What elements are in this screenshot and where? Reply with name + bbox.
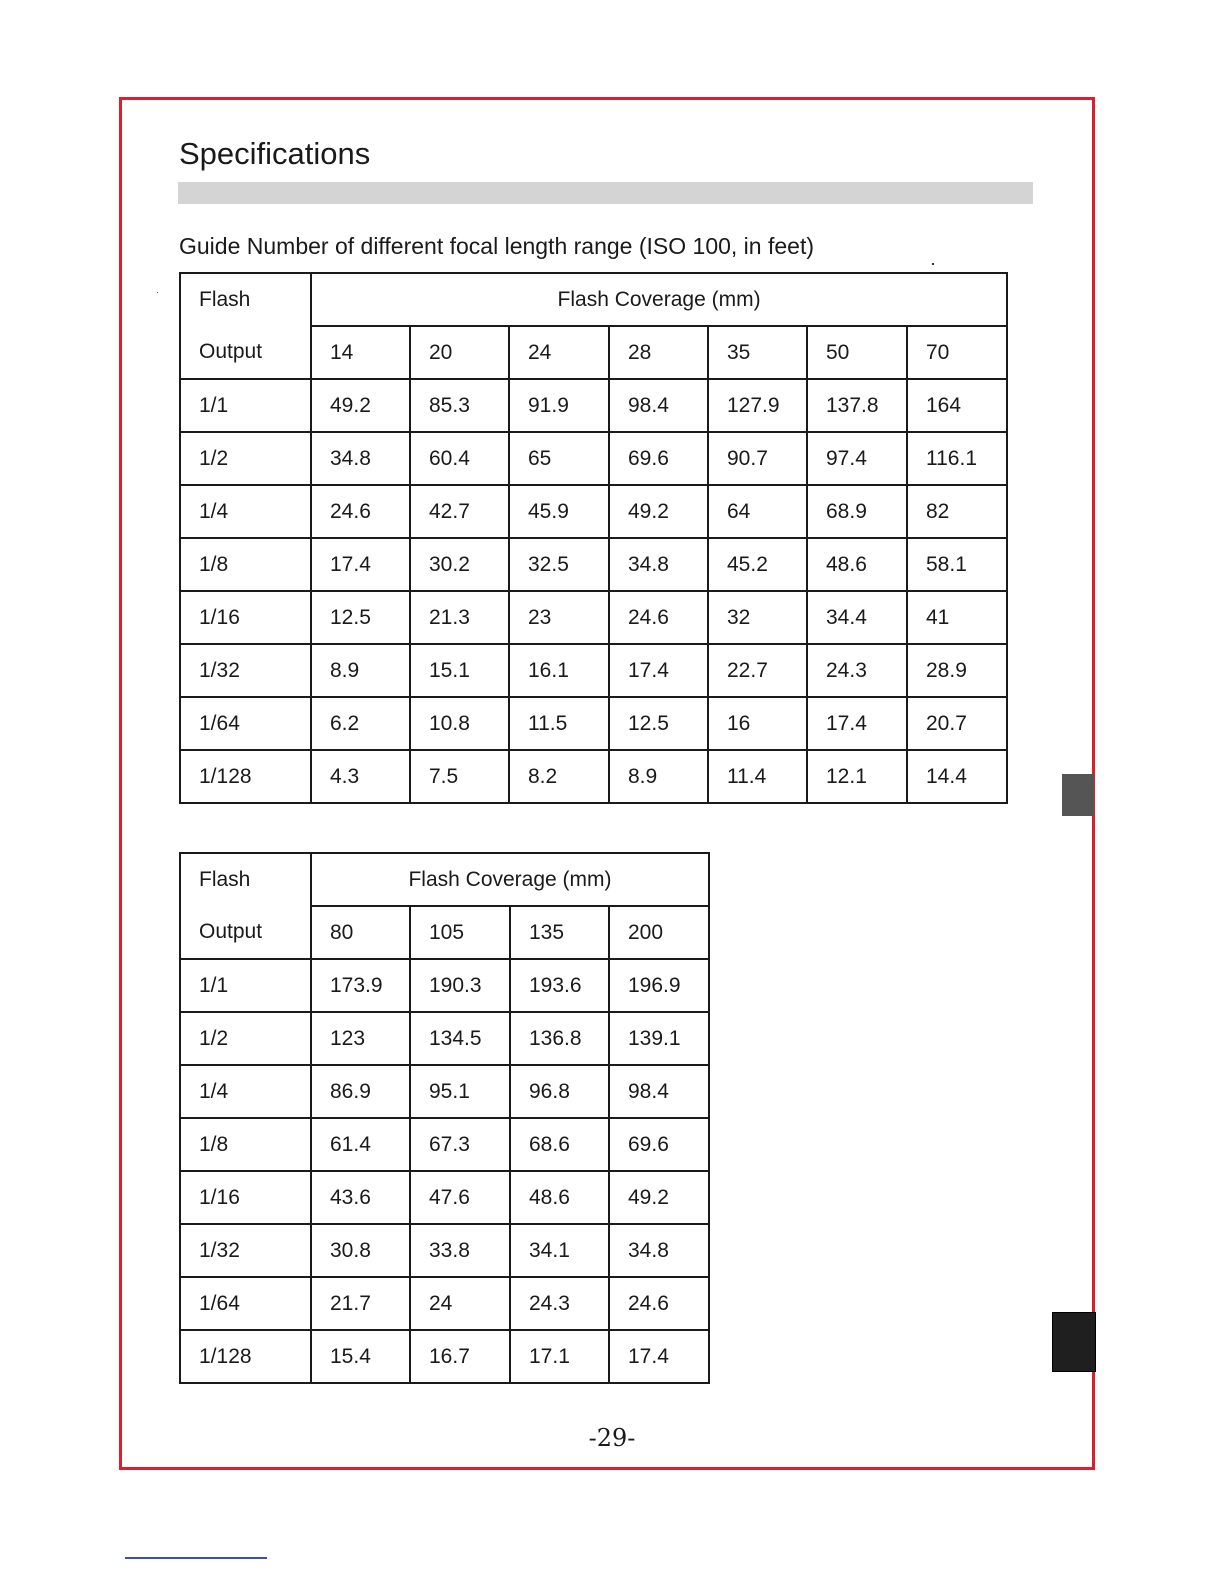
guide-number-cell: 12.1	[807, 750, 907, 803]
guide-number-cell: 69.6	[609, 432, 708, 485]
guide-number-cell: 24.6	[311, 485, 410, 538]
flash-output-cell: 1/64	[180, 1277, 311, 1330]
guide-number-cell: 49.2	[311, 379, 410, 432]
flash-output-cell: 1/32	[180, 1224, 311, 1277]
header-row	[180, 853, 709, 906]
flash-output-cell: 1/4	[180, 1065, 311, 1118]
guide-number-cell: 49.2	[609, 1171, 709, 1224]
flash-output-cell: 1/8	[180, 1118, 311, 1171]
guide-number-cell: 49.2	[609, 485, 708, 538]
guide-number-cell: 193.6	[510, 959, 609, 1012]
page-number: -29-	[588, 1424, 636, 1452]
guide-number-cell: 139.1	[609, 1012, 709, 1065]
section-thumb-tab-active	[1052, 1312, 1096, 1372]
guide-number-cell: 98.4	[609, 1065, 709, 1118]
guide-number-cell: 24.6	[609, 1277, 709, 1330]
flash-output-cell: 1/2	[180, 1012, 311, 1065]
guide-number-cell: 42.7	[410, 485, 509, 538]
guide-number-cell: 12.5	[609, 697, 708, 750]
guide-number-cell: 8.9	[311, 644, 410, 697]
table-row	[180, 1171, 709, 1224]
focal-length-header: 14	[311, 326, 410, 379]
header-row	[180, 906, 709, 959]
guide-number-cell: 24	[410, 1277, 510, 1330]
guide-number-cell: 95.1	[410, 1065, 510, 1118]
guide-number-cell: 190.3	[410, 959, 510, 1012]
guide-number-cell: 23	[509, 591, 609, 644]
guide-number-cell: 43.6	[311, 1171, 410, 1224]
guide-number-cell: 22.7	[708, 644, 807, 697]
focal-length-header: 24	[509, 326, 609, 379]
focal-length-header: 135	[510, 906, 609, 959]
guide-number-cell: 61.4	[311, 1118, 410, 1171]
guide-number-cell: 4.3	[311, 750, 410, 803]
guide-number-cell: 65	[509, 432, 609, 485]
guide-number-cell: 82	[907, 485, 1007, 538]
guide-number-cell: 68.6	[510, 1118, 609, 1171]
flash-output-cell: 1/32	[180, 644, 311, 697]
guide-number-cell: 45.9	[509, 485, 609, 538]
guide-number-cell: 67.3	[410, 1118, 510, 1171]
flash-output-cell: 1/16	[180, 591, 311, 644]
table-row	[180, 485, 1007, 538]
header-flash-label: Flash	[180, 853, 311, 906]
guide-number-cell: 34.8	[311, 432, 410, 485]
guide-number-cell: 16	[708, 697, 807, 750]
guide-number-cell: 11.4	[708, 750, 807, 803]
guide-number-cell: 15.1	[410, 644, 509, 697]
flash-output-cell: 1/1	[180, 959, 311, 1012]
header-output-label: Output	[180, 326, 311, 379]
flash-output-cell: 1/2	[180, 432, 311, 485]
flash-output-cell: 1/64	[180, 697, 311, 750]
flash-output-cell: 1/128	[180, 750, 311, 803]
guide-number-cell: 30.2	[410, 538, 509, 591]
guide-number-cell: 28.9	[907, 644, 1007, 697]
header-flash-coverage: Flash Coverage (mm)	[311, 273, 1007, 326]
guide-number-cell: 164	[907, 379, 1007, 432]
guide-number-cell: 11.5	[509, 697, 609, 750]
guide-number-cell: 34.8	[609, 538, 708, 591]
guide-number-cell: 7.5	[410, 750, 509, 803]
guide-number-cell: 21.7	[311, 1277, 410, 1330]
focal-length-header: 35	[708, 326, 807, 379]
page-title: Specifications	[179, 136, 371, 171]
guide-number-cell: 32	[708, 591, 807, 644]
guide-number-cell: 20.7	[907, 697, 1007, 750]
guide-number-cell: 127.9	[708, 379, 807, 432]
guide-number-cell: 8.2	[509, 750, 609, 803]
table-row	[180, 1065, 709, 1118]
guide-number-cell: 17.4	[609, 1330, 709, 1383]
guide-number-cell: 173.9	[311, 959, 410, 1012]
footer-rule	[125, 1557, 267, 1559]
header-row	[180, 326, 1007, 379]
focal-length-header: 200	[609, 906, 709, 959]
guide-number-cell: 34.8	[609, 1224, 709, 1277]
table-row	[180, 697, 1007, 750]
guide-number-cell: 68.9	[807, 485, 907, 538]
guide-number-cell: 116.1	[907, 432, 1007, 485]
focal-length-header: 20	[410, 326, 509, 379]
guide-number-cell: 98.4	[609, 379, 708, 432]
header-flash-coverage: Flash Coverage (mm)	[311, 853, 709, 906]
focal-length-header: 105	[410, 906, 510, 959]
table-row	[180, 644, 1007, 697]
guide-number-cell: 33.8	[410, 1224, 510, 1277]
guide-number-cell: 86.9	[311, 1065, 410, 1118]
guide-number-cell: 17.1	[510, 1330, 609, 1383]
table-row	[180, 959, 709, 1012]
guide-number-table-1	[179, 272, 1008, 804]
guide-number-cell: 21.3	[410, 591, 509, 644]
table-row	[180, 538, 1007, 591]
guide-number-cell: 24.3	[510, 1277, 609, 1330]
guide-number-cell: 30.8	[311, 1224, 410, 1277]
table-row	[180, 1277, 709, 1330]
guide-number-cell: 15.4	[311, 1330, 410, 1383]
guide-number-cell: 32.5	[509, 538, 609, 591]
focal-length-header: 70	[907, 326, 1007, 379]
guide-number-cell: 17.4	[609, 644, 708, 697]
guide-number-cell: 58.1	[907, 538, 1007, 591]
guide-number-cell: 48.6	[510, 1171, 609, 1224]
table-row	[180, 379, 1007, 432]
table-row	[180, 750, 1007, 803]
guide-number-table-2	[179, 852, 710, 1384]
guide-number-cell: 10.8	[410, 697, 509, 750]
guide-number-cell: 6.2	[311, 697, 410, 750]
guide-number-cell: 8.9	[609, 750, 708, 803]
guide-number-cell: 24.3	[807, 644, 907, 697]
guide-number-cell: 16.1	[509, 644, 609, 697]
table-row	[180, 432, 1007, 485]
guide-number-cell: 64	[708, 485, 807, 538]
guide-number-cell: 137.8	[807, 379, 907, 432]
guide-number-cell: 17.4	[807, 697, 907, 750]
guide-number-cell: 196.9	[609, 959, 709, 1012]
table-row	[180, 591, 1007, 644]
guide-number-cell: 47.6	[410, 1171, 510, 1224]
guide-number-cell: 69.6	[609, 1118, 709, 1171]
scan-speck	[932, 263, 934, 265]
guide-number-cell: 34.4	[807, 591, 907, 644]
scan-speck	[157, 292, 158, 293]
guide-number-cell: 48.6	[807, 538, 907, 591]
flash-output-cell: 1/16	[180, 1171, 311, 1224]
flash-output-cell: 1/1	[180, 379, 311, 432]
flash-output-cell: 1/4	[180, 485, 311, 538]
header-row	[180, 273, 1007, 326]
guide-number-cell: 136.8	[510, 1012, 609, 1065]
table-row	[180, 1012, 709, 1065]
guide-number-cell: 60.4	[410, 432, 509, 485]
flash-output-cell: 1/128	[180, 1330, 311, 1383]
guide-number-cell: 90.7	[708, 432, 807, 485]
table-caption: Guide Number of different focal length range (ISO 100, in feet)	[179, 233, 814, 259]
table-row	[180, 1330, 709, 1383]
guide-number-cell: 16.7	[410, 1330, 510, 1383]
guide-number-cell: 12.5	[311, 591, 410, 644]
guide-number-cell: 24.6	[609, 591, 708, 644]
guide-number-cell: 85.3	[410, 379, 509, 432]
section-thumb-tab	[1062, 774, 1094, 816]
guide-number-cell: 14.4	[907, 750, 1007, 803]
guide-number-cell: 97.4	[807, 432, 907, 485]
flash-output-cell: 1/8	[180, 538, 311, 591]
guide-number-cell: 134.5	[410, 1012, 510, 1065]
guide-number-cell: 96.8	[510, 1065, 609, 1118]
guide-number-cell: 41	[907, 591, 1007, 644]
header-output-label: Output	[180, 906, 311, 959]
guide-number-cell: 34.1	[510, 1224, 609, 1277]
table-row	[180, 1224, 709, 1277]
focal-length-header: 28	[609, 326, 708, 379]
table-row	[180, 1118, 709, 1171]
guide-number-cell: 123	[311, 1012, 410, 1065]
focal-length-header: 50	[807, 326, 907, 379]
guide-number-cell: 45.2	[708, 538, 807, 591]
header-flash-label: Flash	[180, 273, 311, 326]
focal-length-header: 80	[311, 906, 410, 959]
guide-number-cell: 91.9	[509, 379, 609, 432]
guide-number-cell: 17.4	[311, 538, 410, 591]
title-divider-bar	[178, 182, 1033, 204]
